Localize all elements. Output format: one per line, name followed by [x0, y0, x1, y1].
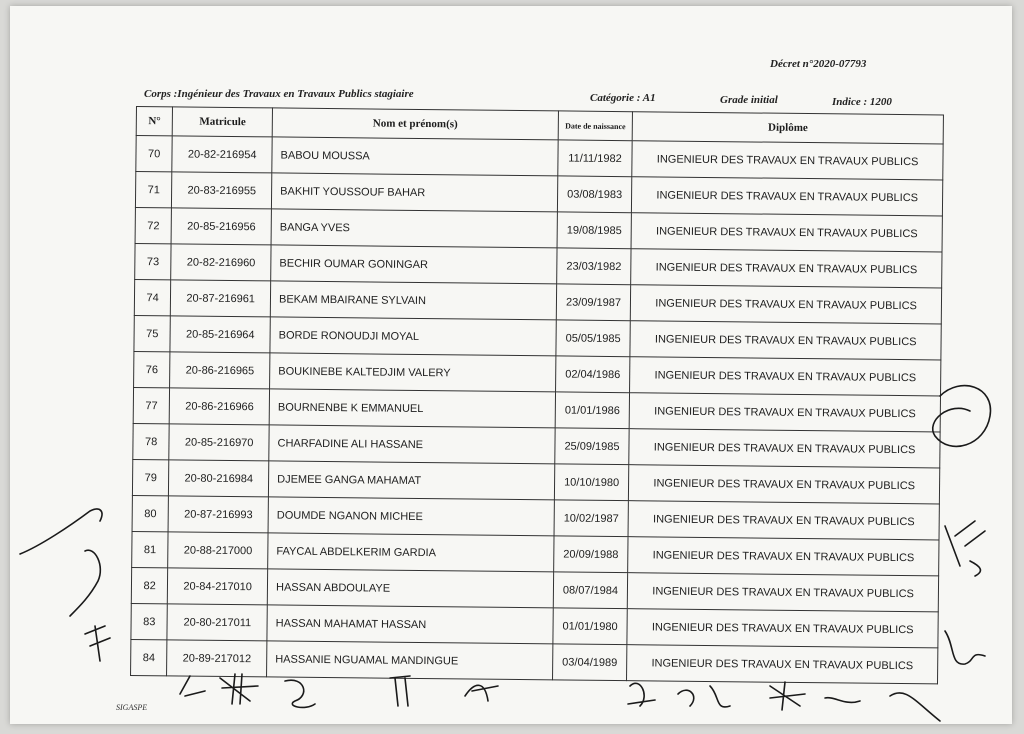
row-birthdate: 23/09/1987: [556, 284, 631, 321]
header-matricule: Matricule: [173, 107, 273, 137]
personnel-table: [130, 106, 944, 684]
row-diploma: INGENIEUR DES TRAVAUX EN TRAVAUX PUBLICS: [629, 429, 940, 468]
row-birthdate: 11/11/1982: [558, 140, 633, 177]
signature-mark: [678, 690, 694, 706]
row-matricule: 20-87-216993: [168, 496, 268, 533]
row-birthdate: 01/01/1986: [555, 392, 630, 429]
row-number: 74: [134, 279, 171, 315]
row-matricule: 20-80-216984: [169, 460, 269, 497]
row-matricule: 20-84-217010: [168, 568, 268, 605]
row-name: BANGA YVES: [271, 209, 557, 248]
row-birthdate: 19/08/1985: [557, 212, 632, 249]
row-name: DOUMDE NGANON MICHEE: [268, 497, 554, 536]
signature-mark: [285, 680, 315, 707]
row-number: 76: [134, 351, 171, 387]
row-birthdate: 25/09/1985: [555, 428, 630, 465]
row-number: 71: [135, 172, 172, 208]
row-number: 80: [132, 495, 169, 531]
row-matricule: 20-88-217000: [168, 532, 268, 569]
row-birthdate: 02/04/1986: [555, 356, 630, 393]
row-matricule: 20-85-216964: [170, 316, 270, 353]
row-birthdate: 10/10/1980: [554, 464, 629, 501]
signature-mark: [945, 631, 985, 664]
grade-label: Grade initial: [720, 94, 778, 106]
row-diploma: INGENIEUR DES TRAVAUX EN TRAVAUX PUBLICS: [628, 537, 939, 576]
row-birthdate: 05/05/1985: [556, 320, 631, 357]
signature-mark: [20, 509, 102, 554]
row-name: CHARFADINE ALI HASSANE: [269, 425, 555, 464]
row-number: 77: [133, 387, 170, 423]
signature-mark: [710, 686, 730, 707]
row-matricule: 20-80-217011: [167, 604, 267, 641]
row-name: BECHIR OUMAR GONINGAR: [271, 245, 557, 284]
row-number: 81: [132, 531, 169, 567]
signature-mark: [933, 386, 991, 447]
signature-mark: [770, 682, 805, 710]
row-diploma: INGENIEUR DES TRAVAUX EN TRAVAUX PUBLICS: [631, 249, 942, 288]
row-diploma: INGENIEUR DES TRAVAUX EN TRAVAUX PUBLICS: [632, 177, 943, 216]
signature-mark: [628, 683, 655, 706]
row-name: BOURNENBE K EMMANUEL: [269, 389, 555, 428]
header-date: Date de naissance: [558, 111, 633, 141]
row-name: FAYCAL ABDELKERIM GARDIA: [268, 533, 554, 572]
header-nom: Nom et prénom(s): [272, 108, 558, 140]
signature-mark: [180, 676, 205, 696]
row-name: BEKAM MBAIRANE SYLVAIN: [270, 281, 556, 320]
row-birthdate: 03/08/1983: [557, 176, 632, 213]
row-matricule: 20-85-216956: [171, 208, 271, 245]
row-diploma: INGENIEUR DES TRAVAUX EN TRAVAUX PUBLICS: [631, 285, 942, 324]
row-diploma: INGENIEUR DES TRAVAUX EN TRAVAUX PUBLICS: [627, 609, 938, 648]
row-number: 78: [133, 423, 170, 459]
row-diploma: INGENIEUR DES TRAVAUX EN TRAVAUX PUBLICS: [629, 393, 940, 432]
row-birthdate: 03/04/1989: [552, 644, 627, 681]
signature-mark: [945, 521, 985, 576]
row-diploma: INGENIEUR DES TRAVAUX EN TRAVAUX PUBLICS: [627, 645, 938, 684]
row-matricule: 20-83-216955: [172, 172, 272, 209]
table-row: [131, 639, 938, 683]
row-name: HASSAN ABDOULAYE: [267, 569, 553, 608]
header-diplome: Diplôme: [632, 112, 943, 144]
row-name: BORDE RONOUDJI MOYAL: [270, 317, 556, 356]
scanned-page: [10, 6, 1012, 724]
row-matricule: 20-87-216961: [171, 280, 271, 317]
row-diploma: INGENIEUR DES TRAVAUX EN TRAVAUX PUBLICS: [632, 141, 943, 180]
signature-mark: [465, 685, 498, 701]
row-number: 79: [132, 459, 169, 495]
row-birthdate: 08/07/1984: [553, 572, 628, 609]
row-number: 70: [136, 136, 173, 172]
row-name: BOUKINEBE KALTEDJIM VALERY: [270, 353, 556, 392]
row-matricule: 20-82-216960: [171, 244, 271, 281]
row-number: 82: [131, 567, 168, 603]
table-body: [131, 136, 944, 684]
row-name: HASSANIE NGUAMAL MANDINGUE: [267, 641, 553, 680]
row-diploma: INGENIEUR DES TRAVAUX EN TRAVAUX PUBLICS: [631, 213, 942, 252]
row-matricule: 20-86-216966: [170, 388, 270, 425]
row-number: 72: [135, 207, 172, 243]
row-matricule: 20-89-217012: [167, 640, 267, 677]
row-name: HASSAN MAHAMAT HASSAN: [267, 605, 553, 644]
row-number: 75: [134, 315, 171, 351]
signature-mark: [70, 550, 100, 616]
row-name: DJEMEE GANGA MAHAMAT: [268, 461, 554, 500]
footer-label: SIGASPE: [116, 703, 148, 712]
row-diploma: INGENIEUR DES TRAVAUX EN TRAVAUX PUBLICS: [630, 321, 941, 360]
signature-mark: [390, 676, 410, 706]
row-matricule: 20-85-216970: [169, 424, 269, 461]
categorie-label: Catégorie : A1: [590, 92, 656, 104]
row-number: 73: [135, 243, 172, 279]
decree-number: Décret n°2020-07793: [770, 58, 867, 70]
personnel-table-wrapper: [130, 106, 944, 684]
row-matricule: 20-82-216954: [172, 136, 272, 173]
indice-label: Indice : 1200: [832, 96, 892, 108]
row-diploma: INGENIEUR DES TRAVAUX EN TRAVAUX PUBLICS: [628, 573, 939, 612]
row-birthdate: 20/09/1988: [553, 536, 628, 573]
signature-mark: [220, 674, 258, 704]
row-name: BAKHIT YOUSSOUF BAHAR: [271, 173, 557, 212]
corps-label: Corps :Ingénieur des Travaux en Travaux Publics stagiaire: [144, 88, 414, 100]
signature-mark: [890, 693, 940, 721]
signature-mark: [85, 626, 110, 661]
row-diploma: INGENIEUR DES TRAVAUX EN TRAVAUX PUBLICS: [630, 357, 941, 396]
signature-mark: [825, 698, 860, 703]
row-name: BABOU MOUSSA: [272, 137, 558, 176]
row-matricule: 20-86-216965: [170, 352, 270, 389]
row-birthdate: 23/03/1982: [556, 248, 631, 285]
row-number: 83: [131, 603, 168, 639]
row-diploma: INGENIEUR DES TRAVAUX EN TRAVAUX PUBLICS: [628, 501, 939, 540]
header-no: N°: [136, 107, 173, 136]
row-number: 84: [131, 639, 168, 675]
row-diploma: INGENIEUR DES TRAVAUX EN TRAVAUX PUBLICS: [629, 465, 940, 504]
row-birthdate: 10/02/1987: [554, 500, 629, 537]
row-birthdate: 01/01/1980: [553, 608, 628, 645]
